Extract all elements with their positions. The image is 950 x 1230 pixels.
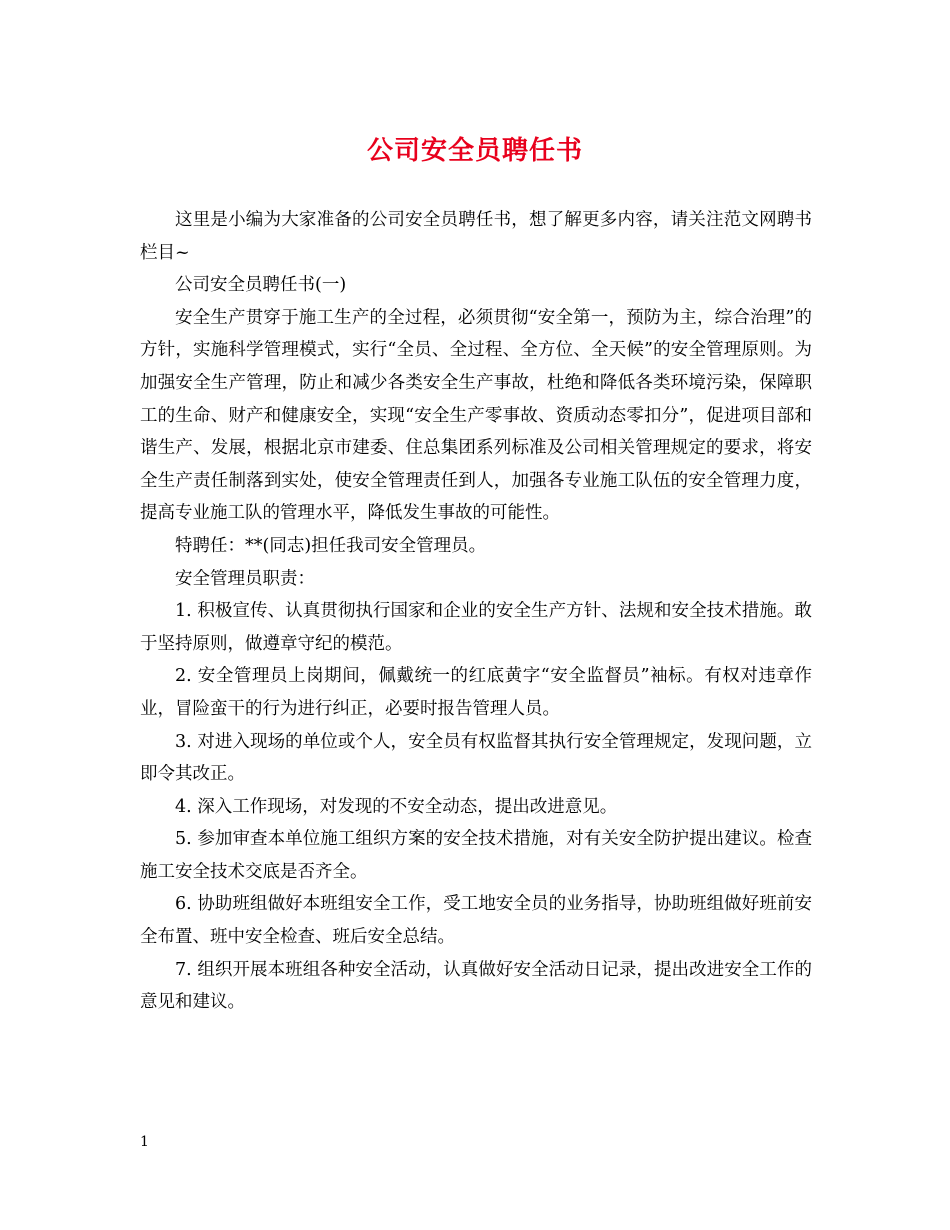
duty-item: 6. 协助班组做好本班组安全工作，受工地安全员的业务指导，协助班组做好班前安全布置、班中安全检查、班后安全总结。 (140, 894, 812, 948)
document-title: 公司安全员聘任书 (366, 136, 583, 166)
duty-item: 2. 安全管理员上岗期间，佩戴统一的红底黄字“安全监督员”袖标。有权对违章作业，冒险蛮干的行为进行纠正，必要时报告管理人员。 (140, 666, 812, 719)
duty-item: 7. 组织开展本班组各种安全活动，认真做好安全活动日记录，提出改进安全工作的意见和建议。 (140, 959, 812, 1013)
duty-item: 5. 参加审查本单位施工组织方案的安全技术措施，对有关安全防护提出建议。检查施工安全技术交底是否齐全。 (140, 829, 812, 882)
duty-item: 4. 深入工作现场，对发现的不安全动态，提出改进意见。 (175, 796, 618, 817)
page-number: 1 (140, 1134, 149, 1150)
intro-paragraph: 这里是小编为大家准备的公司安全员聘任书，想了解更多内容，请关注范文网聘书栏目~ (140, 210, 812, 263)
main-paragraph: 安全生产贯穿于施工生产的全过程，必须贯彻“安全第一，预防为主，综合治理”的方针，实施科学管理模式，实行“全员、全过程、全方位、全天候”的安全管理原则。为加强安全生产管理，防止和减少各类安全生产事故，杜绝和降低各类环境污染，保障职工的生命、财产和健康安全，实现“安全生产零事故、资质动态零扣分”，促进项目部和谐生产、发展，根据北京市建委、住总集团系列标准及公司相关管理规定的要求，将安全生产责任制落到实处，使安全管理责任到人，加强各专业施工队伍的安全管理力度，提高专业施工队的管理水平，降低发生事故的可能性。 (140, 307, 812, 524)
duties-heading: 安全管理员职责： (175, 568, 315, 589)
duty-item: 1. 积极宣传、认真贯彻执行国家和企业的安全生产方针、法规和安全技术措施。敢于坚持原则，做遵章守纪的模范。 (140, 601, 812, 654)
section-heading: 公司安全员聘任书(一) (175, 275, 347, 296)
appointment-paragraph: 特聘任：**(同志)担任我司安全管理员。 (175, 535, 487, 556)
document-body (140, 204, 812, 1019)
duty-item: 3. 对进入现场的单位或个人，安全员有权监督其执行安全管理规定，发现问题，立即令其改正。 (140, 731, 812, 785)
